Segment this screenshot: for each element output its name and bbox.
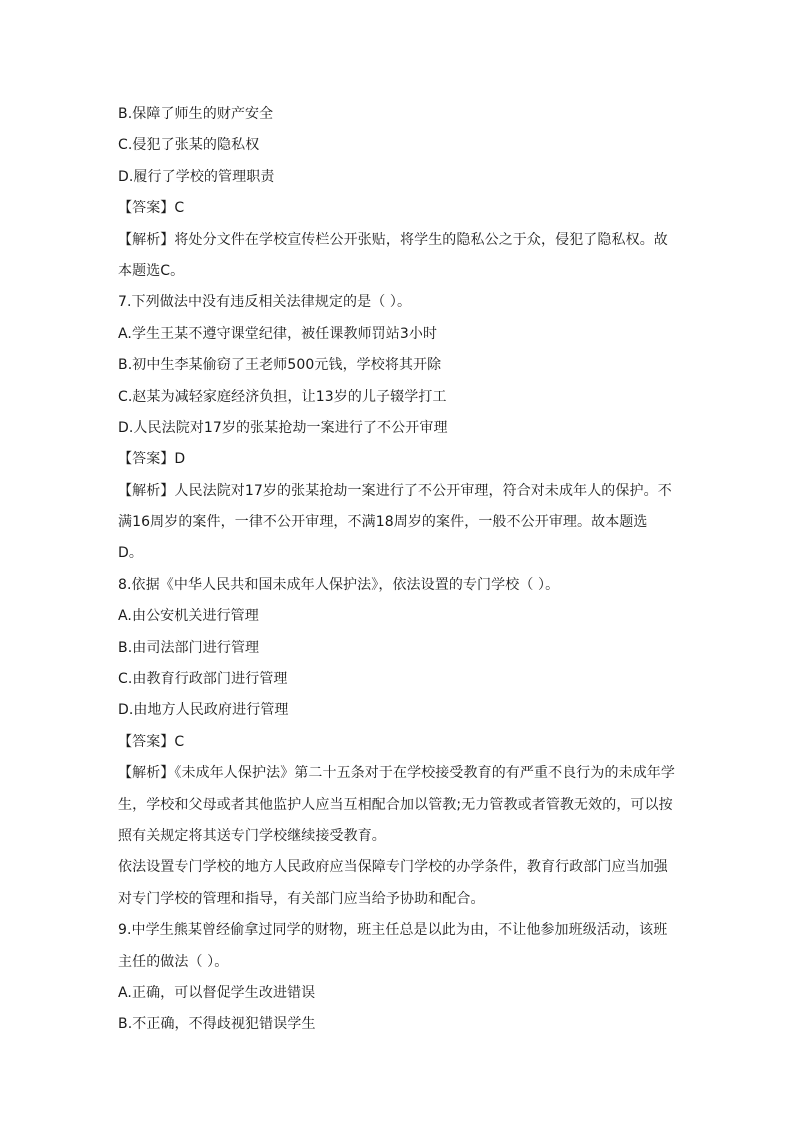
option-a-q7: A.学生王某不遵守课堂纪律，被任课教师罚站3小时	[118, 325, 438, 342]
option-c-q6: C.侵犯了张某的隐私权	[118, 137, 260, 154]
option-a-q9: A.正确，可以督促学生改进错误	[118, 984, 316, 1001]
question-9-line-2: 主任的做法（ ）。	[118, 953, 229, 970]
option-d-q8: D.由地方人民政府进行管理	[118, 702, 289, 719]
analysis-q8-line-5: 对专门学校的管理和指导，有关部门应当给予协助和配合。	[118, 890, 485, 907]
analysis-q6-line-1: 【解析】将处分文件在学校宣传栏公开张贴，将学生的隐私公之于众，侵犯了隐私权。故	[118, 231, 668, 248]
question-7: 7.下列做法中没有违反相关法律规定的是（ ）。	[118, 294, 412, 311]
option-c-q8: C.由教育行政部门进行管理	[118, 671, 288, 688]
analysis-q8-line-2: 生，学校和父母或者其他监护人应当互相配合加以管教;无力管教或者管教无效的，可以按	[118, 796, 673, 813]
answer-q6: 【答案】C	[118, 200, 185, 217]
option-d-q7: D.人民法院对17岁的张某抢劫一案进行了不公开审理	[118, 419, 448, 436]
analysis-q7-line-1: 【解析】人民法院对17岁的张某抢劫一案进行了不公开审理，符合对未成年人的保护。不	[118, 482, 672, 499]
option-b-q7: B.初中生李某偷窃了王老师500元钱，学校将其开除	[118, 357, 442, 374]
option-c-q7: C.赵某为减轻家庭经济负担，让13岁的儿子辍学打工	[118, 388, 447, 405]
option-a-q8: A.由公安机关进行管理	[118, 608, 259, 625]
answer-q8: 【答案】C	[118, 733, 185, 750]
option-b-q8: B.由司法部门进行管理	[118, 639, 260, 656]
analysis-q7-line-3: D。	[118, 545, 143, 562]
question-8: 8.依据《中华人民共和国未成年人保护法》，依法设置的专门学校（ ）。	[118, 576, 560, 593]
document-page	[118, 99, 678, 1041]
analysis-q8-line-3: 照有关规定将其送专门学校继续接受教育。	[118, 827, 386, 844]
option-d-q6: D.履行了学校的管理职责	[118, 168, 275, 185]
analysis-q7-line-2: 满16周岁的案件，一律不公开审理，不满18周岁的案件，一般不公开审理。故本题选	[118, 514, 648, 531]
option-b-q9: B.不正确，不得歧视犯错误学生	[118, 1016, 316, 1033]
question-9-line-1: 9.中学生熊某曾经偷拿过同学的财物，班主任总是以此为由，不让他参加班级活动，该班	[118, 922, 668, 939]
analysis-q6-line-2: 本题选C。	[118, 262, 185, 279]
analysis-q8-line-1: 【解析】《未成年人保护法》第二十五条对于在学校接受教育的有严重不良行为的未成年学	[118, 765, 675, 782]
analysis-q8-line-4: 依法设置专门学校的地方人民政府应当保障专门学校的办学条件，教育行政部门应当加强	[118, 859, 668, 876]
option-b-q6: B.保障了师生的财产安全	[118, 106, 274, 122]
answer-q7: 【答案】D	[118, 451, 186, 468]
